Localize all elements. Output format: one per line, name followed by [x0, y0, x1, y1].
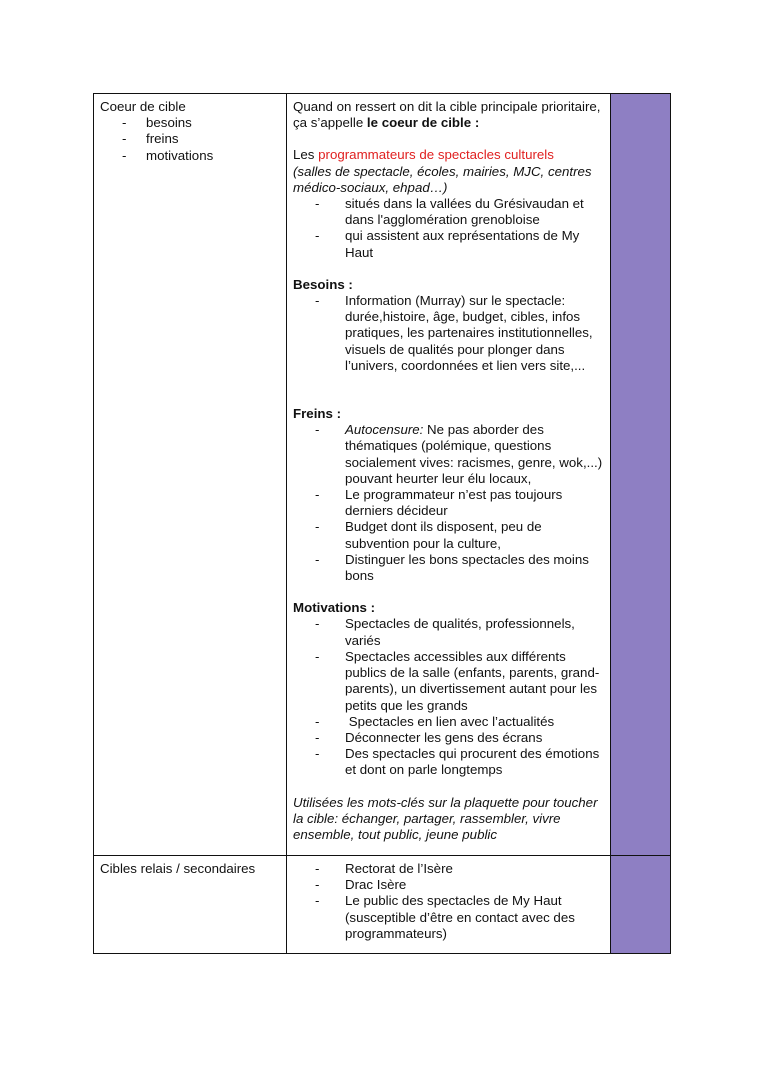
intro-paragraph: Quand on ressert on dit la cible principale prioritaire, ça s’appelle le coeur de cible :	[293, 99, 601, 131]
row-content-cell	[287, 94, 611, 856]
row-label-cell	[94, 94, 287, 856]
list-item: - Information (Murray) sur le spectacle: durée,histoire, âge, budget, cibles, infos pratiques, les partenaires institutionnelles, visuels de qualités pour plonger dans l’univers, coordonnées et lien vers site,...	[315, 293, 593, 373]
list-item: - Distinguer les bons spectacles des moins bons	[315, 551, 589, 584]
list-item: - freins	[122, 131, 179, 147]
list-item: - Spectacles en lien avec l’actualités	[315, 713, 555, 729]
row-label: Coeur de cible	[100, 99, 186, 114]
list-item: - Des spectacles qui procurent des émotions et dont on parle longtemps	[315, 746, 600, 778]
table-row	[94, 94, 671, 856]
table-row	[94, 856, 671, 954]
list-item: - Budget dont ils disposent, peu de subvention pour la culture,	[315, 519, 542, 551]
list-item: - Le public des spectacles de My Haut (susceptible d’être en contact avec des programmateurs)	[315, 893, 575, 941]
list-item: - Drac Isère	[315, 877, 407, 893]
list-item: - Spectacles accessibles aux différents publics de la salle (enfants, parents, grand-parents), un divertissement autant pour les petits que les grands	[315, 648, 600, 713]
section-heading-freins: Freins :	[293, 406, 342, 422]
list-item: - Le programmateur n’est pas toujours derniers décideur	[315, 487, 563, 519]
row-content-cell	[287, 856, 611, 954]
list-item: - Déconnecter les gens des écrans	[315, 729, 543, 745]
accent-column-cell	[611, 94, 671, 856]
closing-note: Utilisées les mots-clés sur la plaquette pour toucher la cible: échanger, partager, rassembler, vivre ensemble, tout public, jeune public	[293, 794, 598, 842]
target-examples: (salles de spectacle, écoles, mairies, MJC, centres médico-sociaux, ehpad…)	[293, 163, 592, 195]
list-item: - Rectorat de l’Isère	[315, 861, 453, 876]
list-item: - Autocensure: Ne pas aborder des thématiques (polémique, questions socialement vives: racismes, genre, wok,...) pouvant heurter leur élu locaux,	[315, 422, 603, 486]
targets-table	[93, 93, 671, 954]
target-paragraph: Les programmateurs de spectacles culturels	[293, 147, 554, 163]
list-item: - motivations	[122, 147, 214, 163]
list-item: - situés dans la vallées du Grésivaudan et dans l'agglomération grenobloise	[315, 196, 584, 228]
accent-column-cell	[611, 856, 671, 954]
section-heading-motivations: Motivations :	[293, 600, 375, 616]
section-heading-besoins: Besoins :	[293, 276, 353, 292]
list-item: - qui assistent aux représentations de My Haut	[315, 228, 580, 260]
row-label-cell	[94, 856, 287, 954]
list-item: - besoins	[122, 115, 192, 131]
list-item: - Spectacles de qualités, professionnels, variés	[315, 616, 575, 648]
row-label: Cibles relais / secondaires	[100, 861, 256, 876]
